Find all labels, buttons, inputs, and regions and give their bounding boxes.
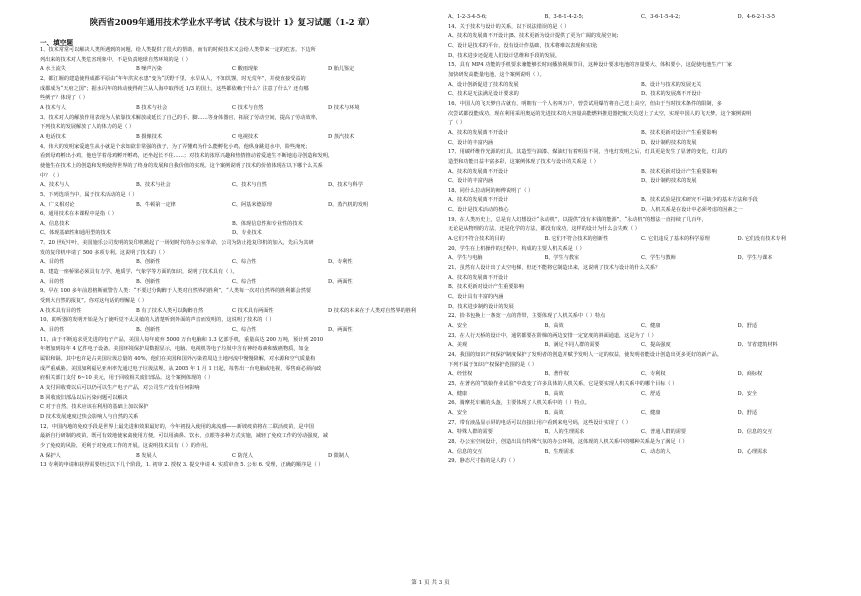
option-choice: C. 它们违反了基本的科学原理 (641, 236, 710, 243)
option-choice: B、高效 (544, 409, 564, 416)
option-choice: C 电视技术 (232, 133, 259, 140)
text-line: 29、静态尺寸指的是人的（ ） (448, 458, 518, 465)
option-row (448, 177, 834, 187)
option-choice: D、专业技术 (232, 230, 262, 237)
section-heading: 一、填空题 (40, 39, 73, 47)
text-line: C 对于自然，技术应该在利用的基础上加以保护 (40, 404, 149, 411)
text-line: 15、具有 MP4 功能的手机要求兼能够长时间播放视频节目，这种设计要求电池的容量要大、体积要小，这促使电池生产厂家 (448, 62, 732, 69)
text-line: 中？（ ） (40, 172, 63, 179)
text-line: 些例子？体现了（ ） (40, 95, 88, 102)
option-choice: A、1-2-3-4-5-6; (448, 14, 487, 20)
text-line: 12、中国内地的免疫手段是世界上最先进和效果最好的，今年初投入使用的禽流感——新坡疫苗将在二联活疫苗，是中国 (40, 423, 314, 430)
option-choice: D 蒸汽技术 (328, 133, 355, 140)
option-row (448, 81, 834, 91)
option-choice: C、提高强度 (641, 342, 671, 349)
page-footer: 第 1 页 共 3 页 (411, 580, 450, 586)
option-choice: A、信息的交互 (448, 448, 483, 455)
option-choice: A、经营权 (448, 371, 473, 378)
option-choice: C、学生与教师 (641, 255, 676, 262)
option-choice: B、创新性 (136, 278, 161, 285)
option-row (40, 452, 424, 462)
text-line: 22、拾书包换上一条宽一点的背带，主要体现了人机关系中（ ）特点 (448, 313, 606, 320)
text-line: 28、办公室空间设计，创造出具有特殊气氛的办公环境，这体现的人机关系中的哪种关系是为了满足（ ） (448, 438, 688, 445)
option-choice: D、4-6-2-1-3-5 (737, 14, 776, 20)
text-line: 14、关于技术与设计的关系，以下说法错误的是（ ） (448, 23, 570, 30)
text-line: B、技术更新对设计产生重要影响 (448, 284, 524, 291)
text-line: D、技术进步制约设计的发展 (448, 303, 514, 310)
option-choice: B、高效 (544, 323, 564, 329)
option-row (40, 133, 424, 143)
option-row (40, 181, 424, 191)
option-row (40, 278, 424, 288)
option-choice: C、技术与自然 (232, 182, 267, 189)
option-choice: D、舒适 (737, 323, 758, 329)
option-row (448, 206, 834, 216)
option-choice: B、生理需求 (544, 448, 574, 455)
right-column (448, 13, 834, 467)
text-line: 成都成为“天府之国”；据水闪年的转动使得荷兰从人海中取得近 1/3 的国土，这些都依赖于什么？注意了什么？还有哪 (40, 85, 309, 92)
option-choice: C、动态的人 (641, 448, 671, 455)
option-choice: C、设计是技术活动的核心 (448, 207, 509, 214)
text-line: 13 专利的申请和获得需要经过以下几个阶段，1. 初审 2. 授权 3. 提交申请 4. 实质审查 5. 公布 6. 受理，正确的顺序是（ ） (40, 462, 324, 469)
text-line: 发的复印机申请了 500 多项专利。这说明了技术的（ ） (40, 249, 168, 256)
option-row (448, 390, 834, 400)
option-choice: C、综合性 (232, 278, 257, 285)
option-choice: B. 它们不符合技术的创新性 (544, 236, 609, 243)
option-choice: A 保护人 (40, 452, 61, 459)
option-choice: D、设计制约技术的发展 (641, 178, 697, 185)
option-choice: B、体现信息性和专业性的技术 (232, 220, 303, 227)
option-choice: D、技术与科学 (328, 182, 363, 189)
text-line: B 回收废旧部品以后污染问题可以解决 (40, 394, 128, 401)
option-choice: C、普通人群的需要 (641, 429, 687, 436)
option-row (40, 326, 424, 336)
text-line: 18、同什么拉动阿的师傅说明了（ ） (448, 187, 534, 194)
option-choice: B 发展人 (136, 452, 157, 459)
option-row (448, 196, 834, 206)
option-row (448, 409, 834, 419)
text-line: 下列技术的发展解放了人的体力的是（ ） (40, 124, 135, 131)
option-choice: A、安全 (448, 409, 468, 416)
text-line: 造型和功能日益丰富多彩，这案例体现了技术与设计的关系是（ ） (448, 158, 599, 165)
text-line: 属铅和镉。其中也许是占美国垃圾总量的 40%，他们在美国和国外污染着周边土地河流中慢慢降解，对水源和空气质量构 (40, 356, 316, 362)
option-choice: B、高效 (544, 390, 564, 397)
option-choice: C、设计的丰富内涵 (448, 139, 494, 146)
text-line: 1、技术常常可以解决人类所遇到的问题，给人类提供了很大的帮助，而有的时候技术又会给人类带来一定的危害。下边所 (40, 47, 316, 53)
option-choice: D. 它们没有技术专利 (737, 236, 786, 243)
text-line: 5、下列选项当中，属于技术活动的是（ ） (40, 191, 138, 198)
option-choice: C、综合性 (232, 259, 257, 266)
option-choice: A 电话技术 (40, 133, 66, 140)
option-choice: B、设计与技术的发展无关 (641, 81, 702, 88)
option-choice: D、技术的发展离不开设计 (641, 91, 702, 98)
text-line: C、设计是技术的平台，没有设计作基础，技术将难以表现和实现; (448, 42, 598, 49)
option-choice: D、两面性 (328, 327, 353, 334)
text-line: 7、20 世纪中叶，美国施乐公司发明的复印机掀起了一场划时代的办公室革命，公司为防止抢复印机的加入，先后为其研 (40, 240, 314, 247)
text-line: D、技术进步还促进人们设计思维和手段的发展。 (448, 52, 561, 59)
option-choice: B、满足不同人群的需要 (544, 342, 600, 349)
text-line: A、技术的发展离不开设计|B、技术更新为设计提供了更为广阔的发展空间; (448, 33, 619, 40)
option-choice: C 技术与自然 (232, 104, 264, 111)
option-choice: A、技术的发展离不开设计 (448, 129, 509, 136)
option-choice: C、技术是无法满足设计要求的 (448, 91, 519, 98)
option-row (448, 322, 834, 332)
option-choice: D、蒸汽机的发明 (328, 201, 369, 208)
text-line: 加快研发高能量电池，这个案例说明（ ）。 (448, 71, 545, 78)
option-choice: B 摄像技术 (136, 133, 162, 140)
option-choice: A、安全 (448, 323, 468, 329)
option-choice: C、专利权 (641, 371, 666, 378)
text-line: 25、在著名的“铁娘作业试验”中改变了许多具体的人机关系，它是要实现人机关系中的哪个目标（ ） (448, 380, 678, 387)
option-row (448, 448, 834, 458)
option-choice: D 技术的本来在于人类对自然界的胜利 (328, 307, 417, 314)
text-line: 了（ ） (448, 120, 466, 127)
text-line: D 技术发展速度过快会影响人与自然的关系 (40, 413, 139, 420)
text-line: 使他生在技术上的创造和发明使得世界的了终身的发展和自我价值的实现。这个案例说明了技术的价值体现在以下哪个么关系 (40, 162, 323, 169)
option-row (448, 254, 834, 264)
text-line: C、设计具有丰富的内涵 (448, 294, 504, 301)
option-choice: B、创新性 (136, 327, 161, 334)
option-choice: A、广义相对论 (40, 201, 75, 208)
option-choice: D、人机关系是在设计中必须考虑的因素之一 (641, 207, 743, 214)
option-choice: C、综合性 (232, 327, 257, 334)
option-row (40, 65, 424, 75)
option-choice: D、学生与课本 (737, 255, 773, 262)
option-choice: C 酸雨现象 (232, 66, 259, 73)
option-row (448, 139, 834, 149)
option-row (40, 201, 424, 211)
option-choice: C 技术具有两面性 (232, 307, 274, 314)
option-choice: D 限制人 (328, 452, 350, 459)
option-row (448, 129, 834, 139)
option-choice: A 技术具有目的性 (40, 307, 82, 314)
option-choice: A、技术的发展离不开设计 (448, 168, 509, 175)
option-choice: A、美观 (448, 342, 468, 349)
option-choice: C、健康 (641, 323, 661, 329)
option-choice: D、心理需求 (737, 448, 768, 455)
option-choice: B、著作权 (544, 371, 569, 378)
text-line: 3、技术对人的解放作用表现为人依靠技术解放或延长了自己的手、脚……等身体器官，拓展了劳动空间，提高了劳动效率， (40, 114, 321, 121)
option-row (448, 235, 834, 245)
option-choice: A、目的性 (40, 259, 65, 266)
option-row (40, 220, 424, 230)
option-choice: B、技术更新对设计产生重要影响 (641, 168, 717, 175)
option-row (448, 341, 834, 351)
option-choice: B、技术与社会 (136, 182, 171, 189)
option-choice: B、牛顿第一定律 (136, 201, 176, 208)
text-line: 19、在人类历史上，总是有人幻想设计“永动机”，以提供“没有本钱的能源”，“永动机”的想法一直持续了几百年， (448, 216, 707, 223)
option-row (448, 90, 834, 100)
option-row (40, 258, 424, 268)
option-choice: A.它们不符合技术的目的 (448, 236, 505, 243)
option-choice: A、学生与电脑 (448, 255, 483, 262)
text-line: 16、中国人的飞天梦自古就有，明朝有一个人名叫万户，曾尝试用爆竹将自己送上高空，但由于当时技术条件的限制，多 (448, 100, 722, 107)
option-row (448, 13, 834, 23)
text-line: 21、虽然有人设计出了太空电梯，但还不能将它制造出来，这说明了技术与设计的什么关系？ (448, 265, 661, 272)
text-line: 看到母鸡孵出小鸡，他也学着母鸡孵开孵鸡，还坐起长不住……；对技术的浓厚兴趣和热情推动着爱迪生不断地追寻创造和发明， (40, 153, 334, 160)
option-row (448, 370, 834, 380)
option-choice: A、目的性 (40, 327, 65, 334)
option-choice: A、设计创新促进了技术的发展 (448, 81, 519, 88)
option-choice: D、舒适 (737, 409, 758, 416)
option-choice: B、技术更新对设计产生重要影响 (641, 129, 717, 136)
text-line: 10、助听器的发明开始是为了使听觉不太灵敏的人清楚听到外面的声音而发明的，这说明了技术的（ ） (40, 317, 275, 324)
text-line: 年增加到每年 4 亿件电子设备。美国环境保护局数据显示，电脑、电视机等电子垃圾中含有神经毒素和致癌物质，如金 (40, 346, 309, 353)
text-line: 27、带有液晶显示屏的电话可以直接让用户看到来电号码，这些设计实现了（ ） (448, 419, 631, 426)
text-line: 9、早在 100 多年前恩格斯就警告人类：“不要过分陶醉于人类对自然界的胜利”，“人类每一次对自然界的胜利都会然要 (40, 288, 311, 295)
option-row (448, 428, 834, 438)
text-line: 无论是从物理的方法，还是化学的方法，都没有成功，这样的设计为什么会失败（ ） (448, 226, 640, 233)
text-line: 列出来的技术对人类危害现象中，不是负责地球自然环境的是（ ） (40, 56, 191, 63)
option-choice: D、信息的交互 (737, 429, 773, 436)
option-choice: A、技术的发展离不开设计 (448, 197, 509, 204)
text-line: A 支付回收费以后可以仍可以生产电子产品，对公司生产没有任何影响 (40, 384, 200, 391)
option-choice: D、商标权 (737, 371, 763, 378)
text-line: 24、我国的知识产权保护制度保护了发明者的创造并赋予发明人一定的权益，使发明者能设计创造出更多更好的新产品。 (448, 351, 722, 358)
text-line: 8、建造一座桥梁必须具有力学、地质学、气象学等方面的知识，说明了技术具有（ ）。 (40, 269, 238, 276)
exam-title: 陕西省2009年通用技术学业水平考试《技术与设计 1》复习试题（1-2 章） (89, 17, 375, 27)
option-choice: A 技术与人 (40, 104, 66, 111)
option-choice: C、设计的丰富内涵 (448, 178, 494, 185)
option-choice: A、信息技术 (40, 220, 70, 227)
option-choice: C、阿基米德原理 (232, 201, 272, 208)
option-row (40, 104, 424, 114)
text-line: 6、通用技术在本课程中是指（ ） (40, 211, 117, 218)
text-line: 府相关部门支付 6~10 美元，用于回收相关废旧部品。这个案例体现的（ ） (40, 375, 214, 382)
option-choice: A 水土流失 (40, 66, 66, 73)
option-choice: A、目的性 (40, 278, 65, 285)
text-line: 26、骑摩托车戴的头盔，主要体现了人机关系中的（ ）特点。 (448, 400, 590, 407)
text-line: 成严重威胁。美国加利福尼亚州率先通过电子垃圾法规，从 2005 年 1 月 1 日起，每售出一台电脑或电视，零售商必须向政 (40, 365, 322, 372)
option-choice: D 胎儿鉴定 (328, 66, 355, 73)
text-line: 17、用碳纤维作光源的灯具，其造型与油漆、煤油灯有着明显不同，当电灯发明之后，灯具更是发生了显著的变化，灯具的 (448, 149, 727, 156)
option-choice: C、健康 (641, 409, 661, 416)
option-choice: B、3-6-1-4-2-5; (544, 14, 584, 20)
option-choice: D、专利性 (328, 259, 353, 266)
option-row (40, 307, 424, 317)
option-choice: D 技术与环境 (328, 104, 360, 111)
text-line: 23、在人行天桥的设计中，通常都要在阶梯的两边安排一定宽度的斜面通道，这是为了（ ） (448, 332, 657, 339)
left-column (40, 46, 424, 471)
option-choice: C、3-6-1-5-4-2; (641, 14, 681, 20)
option-row (448, 168, 834, 178)
option-choice: C 防范人 (232, 452, 253, 459)
text-line: 下列不属于知识产权保护范围的是（ ） (448, 361, 538, 368)
option-choice: B 有了技术人类可以陶醉自然 (136, 307, 204, 314)
text-line: 20、学生在上机操作的过程中，构成的主要人机关系是（ ） (448, 245, 585, 252)
option-choice: A、技术与人 (40, 182, 70, 189)
text-line: 最新自行研制的疫苗，既可有效地使家禽使用方便，可以用滴鼻、饮水，点眼等多种方式实施，减轻了免疫工作的劳动强度，减 (40, 433, 328, 440)
text-line: 11、由于不断追求更先进的电子产品，美国人每年废弃 5000 万台电脑和 1.3 亿部手机，重量高达 200 万吨，预计到 2010 (40, 336, 324, 343)
option-choice: B 噪声污染 (136, 66, 162, 73)
option-row (40, 229, 424, 239)
text-line: A、技术的发展离不开设计 (448, 274, 509, 281)
option-choice: B 技术与社会 (136, 104, 168, 111)
option-choice: D、两面性 (328, 278, 353, 285)
text-line: 4、伟大的发明家爱迪生从小就是个求知欲非常强的孩子，为了弄懂鸡为什么能孵化小鸡，他纵身跳进水中，险些淹死； (40, 143, 311, 150)
option-choice: B、创新性 (136, 259, 161, 266)
option-choice: B、人的生理需求 (544, 429, 585, 436)
text-line: 次尝试都没能成功，现在利用采用奥运的先进技术的大容量高能燃料推进器把航天员送上了太空，实现中国人的飞天梦。这个案例说明 (448, 110, 752, 117)
text-line: 少了免疫的风险，更利于对免疫工作的开展。这说明技术具有（ ）的作用。 (40, 442, 212, 449)
option-choice: C、体现基础性和通用型的技术 (40, 230, 111, 237)
option-choice: A、健康 (448, 390, 468, 397)
text-line: 2、都江堰的建造使得成都平原由“年年洪灾水患”变为“沃野千里，水旱从人，不知饥馑，时无荒年”，并使直接受益的 (40, 75, 306, 82)
option-choice: D、节省建筑材料 (737, 342, 778, 349)
text-line: 受到大自然的报复”。你对这句话的理解是（ ） (40, 298, 148, 305)
option-choice: B、技术试验是技术研究不可缺少的基本方法和手段 (641, 197, 758, 204)
option-choice: D、安全 (737, 390, 758, 397)
option-choice: D、设计制约技术的发展 (641, 139, 697, 146)
option-choice: B、学生与教室 (544, 255, 580, 262)
option-choice: C、舒适 (641, 390, 661, 397)
option-choice: A、特殊人群的需要 (448, 429, 493, 436)
